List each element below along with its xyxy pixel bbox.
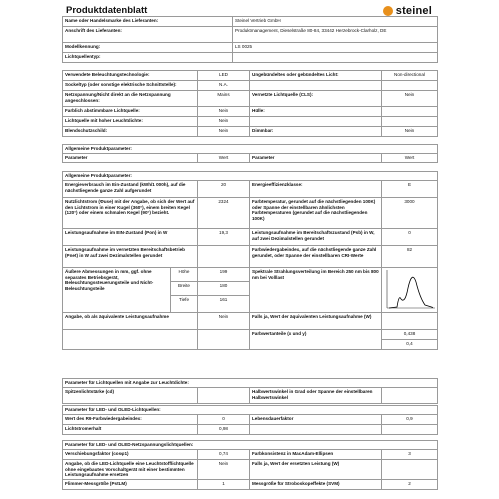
cell: Nein: [198, 313, 250, 330]
cell: Angabe, ob als äquivalente Leistungsaufnahme: [63, 313, 198, 330]
table-row: [63, 406, 438, 415]
model-label: Modellkennung:: [63, 43, 233, 53]
table-row: [63, 17, 438, 27]
cell: [382, 425, 438, 435]
supplier-table: [62, 16, 438, 63]
cell: Angabe, ob die LED-Lichtquelle eine Leuchtstofflichtquelle ohne eingebautes Vorschaltgerät mit einer bestimmten Leistungsaufnahme ersetzen: [63, 460, 198, 480]
page-title: Produktdatenblatt: [66, 5, 148, 16]
dimensions-label: Äußere Abmessungen in mm, ggf. ohne separates Betriebsgerät, Beleuchtungssteuerungsteile und Nicht-Beleuchtungsteile: [63, 268, 171, 313]
table-row: [63, 441, 438, 450]
table-row: [63, 91, 438, 107]
cell: Parameter: [63, 154, 198, 163]
cell: Farbtemperatur, gerundet auf die nächstliegenden 100K) oder Spanne der einstellbaren ähnlichsten Farbtemperaturen (gerundet auf die nächstliegenden 100K): [250, 198, 382, 229]
cell: Wert: [382, 154, 438, 163]
brand-name: steinel: [395, 5, 432, 17]
table-row: [63, 43, 438, 53]
cell: [250, 117, 382, 127]
table-row: [63, 181, 438, 198]
cell: [250, 425, 382, 435]
cell: Farbwiedergabeindex, auf die nächstliegende ganze Zahl gerundet, oder Spanne der einstellbaren CRI-Werte: [250, 246, 382, 268]
cell: [198, 388, 250, 404]
general-params-table: [62, 144, 438, 163]
cell: Mains: [198, 91, 250, 107]
section-title: Allgemeine Produktparameter:: [63, 172, 438, 181]
sun-logo-icon: [383, 6, 393, 16]
cell: LED: [198, 71, 250, 81]
chroma-x-value: 0,438: [382, 330, 438, 340]
luminance-params-table: [62, 378, 438, 404]
cell: 19,3: [198, 229, 250, 246]
cell: Lichtstromerhalt: [63, 425, 198, 435]
cell: Farblich abstimmbare Lichtquelle:: [63, 107, 198, 117]
section-title: Parameter für LED- und OLED-Netzspannungslichtquellen:: [63, 441, 438, 450]
cell: [250, 81, 382, 91]
table-row: [63, 460, 438, 480]
chroma-y-value: 0,4: [382, 340, 438, 350]
cell: Ungebündeltes oder gebündeltes Licht:: [250, 71, 382, 81]
table-row: [63, 107, 438, 117]
cell: 2324: [198, 198, 250, 229]
cell: Wert: [198, 154, 250, 163]
table-row: [63, 479, 438, 489]
cell: Flimmer-Messgröße (PstLM): [63, 479, 198, 489]
cell: Energieeffizienzklasse:: [250, 181, 382, 198]
supplier-name-label: Name oder Handelsmarke des Lieferanten:: [63, 17, 233, 27]
table-row: [63, 154, 438, 163]
cell: [382, 107, 438, 117]
table-row: [63, 53, 438, 63]
cell: Blendschutzschild:: [63, 127, 198, 137]
cell: Wert des R9-Farbwiedergabeindex:: [63, 415, 198, 425]
cell: 0: [382, 229, 438, 246]
cell: Leistungsaufnahme im vernetzten Bereitschaftsbetrieb (Pnet) in W auf zwei Dezimalstellen gerundet: [63, 246, 198, 268]
cell: Falls ja, Wert der ersetzten Leistung (W): [250, 460, 382, 480]
cell: N.A.: [198, 81, 250, 91]
cell: [63, 330, 198, 350]
cell: 82: [382, 246, 438, 268]
spectrum-curve: [389, 277, 433, 308]
table-row: [63, 71, 438, 81]
cell: Vernetzte Lichtquelle (CLS):: [250, 91, 382, 107]
cell: E: [382, 181, 438, 198]
table-row: [63, 198, 438, 229]
table-row: [63, 145, 438, 154]
table-row: [63, 172, 438, 181]
dim-value: 180: [198, 282, 250, 296]
cell: 3000: [382, 198, 438, 229]
energy-params-table: [62, 171, 438, 350]
cell: Spitzenlichtstärke (cd): [63, 388, 198, 404]
cell: Leistungsaufnahme im Bereitschaftszustand (Psb) in W, auf zwei Dezimalstellen gerundet: [250, 229, 382, 246]
table-row: [63, 117, 438, 127]
cell: Dimmbar:: [250, 127, 382, 137]
dim-value: 161: [198, 296, 250, 313]
cell: [382, 117, 438, 127]
section-title: Parameter für LED- und OLED-Lichtquellen:: [63, 406, 438, 415]
table-row: [63, 425, 438, 435]
cell: Lebensdauerfaktor: [250, 415, 382, 425]
dim-name: Breite: [171, 282, 198, 296]
cell: Hülle:: [250, 107, 382, 117]
table-row: [63, 27, 438, 43]
cell: Nein: [198, 460, 250, 480]
cell: Messgröße für Stroboskopeffekte (SVM): [250, 479, 382, 489]
cell: Sockeltyp (oder sonstige elektrische Schnittstelle):: [63, 81, 198, 91]
supplier-address-value: Produktmanagement, Dieselstraße 80-84, 33442 Herzebrock-Clarholz, DE: [233, 27, 438, 43]
section-title: Parameter für Lichtquellen mit Angabe zur Leuchtdichte:: [63, 379, 438, 388]
light-type-value: [233, 53, 438, 63]
spectrum-graph: [383, 268, 437, 312]
cell: Leistungsaufnahme im EIN-Zustand (Pon) in W: [63, 229, 198, 246]
table-row: [63, 388, 438, 404]
table-row: [63, 450, 438, 460]
cell: Nein: [382, 127, 438, 137]
cell: [198, 330, 250, 350]
cell: Nein: [198, 107, 250, 117]
cell: 3: [382, 450, 438, 460]
cell: 1: [198, 479, 250, 489]
table-row: [63, 229, 438, 246]
cell: Verschiebungsfaktor (cosφ1): [63, 450, 198, 460]
section-title: Allgemeine Produktparameter:: [63, 145, 438, 154]
cell: Farbkonsistenz in MacAdam-Ellipsen: [250, 450, 382, 460]
supplier-address-label: Anschrift des Lieferanten:: [63, 27, 233, 43]
table-row: [63, 330, 438, 340]
led-params-table: [62, 405, 438, 435]
cell: Halbwertswinkel in Grad oder Spanne der einstellbaren Halbwertswinkel: [250, 388, 382, 404]
dim-name: Tiefe: [171, 296, 198, 313]
table-row: [63, 313, 438, 330]
table-row: [63, 268, 438, 282]
cell: [382, 388, 438, 404]
cell: 0,98: [198, 425, 250, 435]
model-value: LS 0025: [233, 43, 438, 53]
datasheet-page: [62, 0, 438, 499]
cell: Verwendete Beleuchtungstechnologie:: [63, 71, 198, 81]
basic-properties-table: [62, 70, 438, 137]
cell: Nutzlichtstrom (Φuse) mit der Angabe, ob sich der Wert auf den Lichtstrom in einer Kugel (360°), einem breiten Kegel (120°) oder einem schmalen Kegel (90°) bezieht.: [63, 198, 198, 229]
cell: 0: [198, 415, 250, 425]
cell: [382, 313, 438, 330]
cell: 20: [198, 181, 250, 198]
table-row: [63, 127, 438, 137]
cell: 2: [382, 479, 438, 489]
table-row: [63, 379, 438, 388]
cell: Farbwertanteile (x und y): [250, 330, 382, 350]
cell: Falls ja, Wert der äquivalenten Leistungsaufnahme (W): [250, 313, 382, 330]
supplier-name-value: Steinel Vertrieb GmbH: [233, 17, 438, 27]
cell: [382, 81, 438, 91]
light-type-label: Lichtquellentyp:: [63, 53, 233, 63]
cell: [198, 246, 250, 268]
cell: Parameter: [250, 154, 382, 163]
dim-value: 199: [198, 268, 250, 282]
dim-name: Höhe: [171, 268, 198, 282]
cell: Lichtquelle mit hoher Leuchtdichte:: [63, 117, 198, 127]
spectrum-graph-cell: [382, 268, 438, 313]
cell: Nein: [198, 127, 250, 137]
cell: [382, 460, 438, 480]
table-row: [63, 81, 438, 91]
mains-led-params-table: [62, 440, 438, 490]
table-row: [63, 246, 438, 268]
spectrum-label: Spektrale Strahlungsverteilung im Bereich 250 nm bis 800 nm bei Volllast: [250, 268, 382, 313]
cell: Energieverbrauch im Ein-Zustand (kWh/1 000h), auf die nächstliegende ganze Zahl aufgerundet: [63, 181, 198, 198]
cell: Netzspannung/Nicht direkt an die Netzspannung angeschlossen:: [63, 91, 198, 107]
cell: Nein: [382, 91, 438, 107]
cell: Nein: [198, 117, 250, 127]
cell: Non-directional: [382, 71, 438, 81]
cell: 0,9: [382, 415, 438, 425]
table-row: [63, 415, 438, 425]
cell: 0,74: [198, 450, 250, 460]
